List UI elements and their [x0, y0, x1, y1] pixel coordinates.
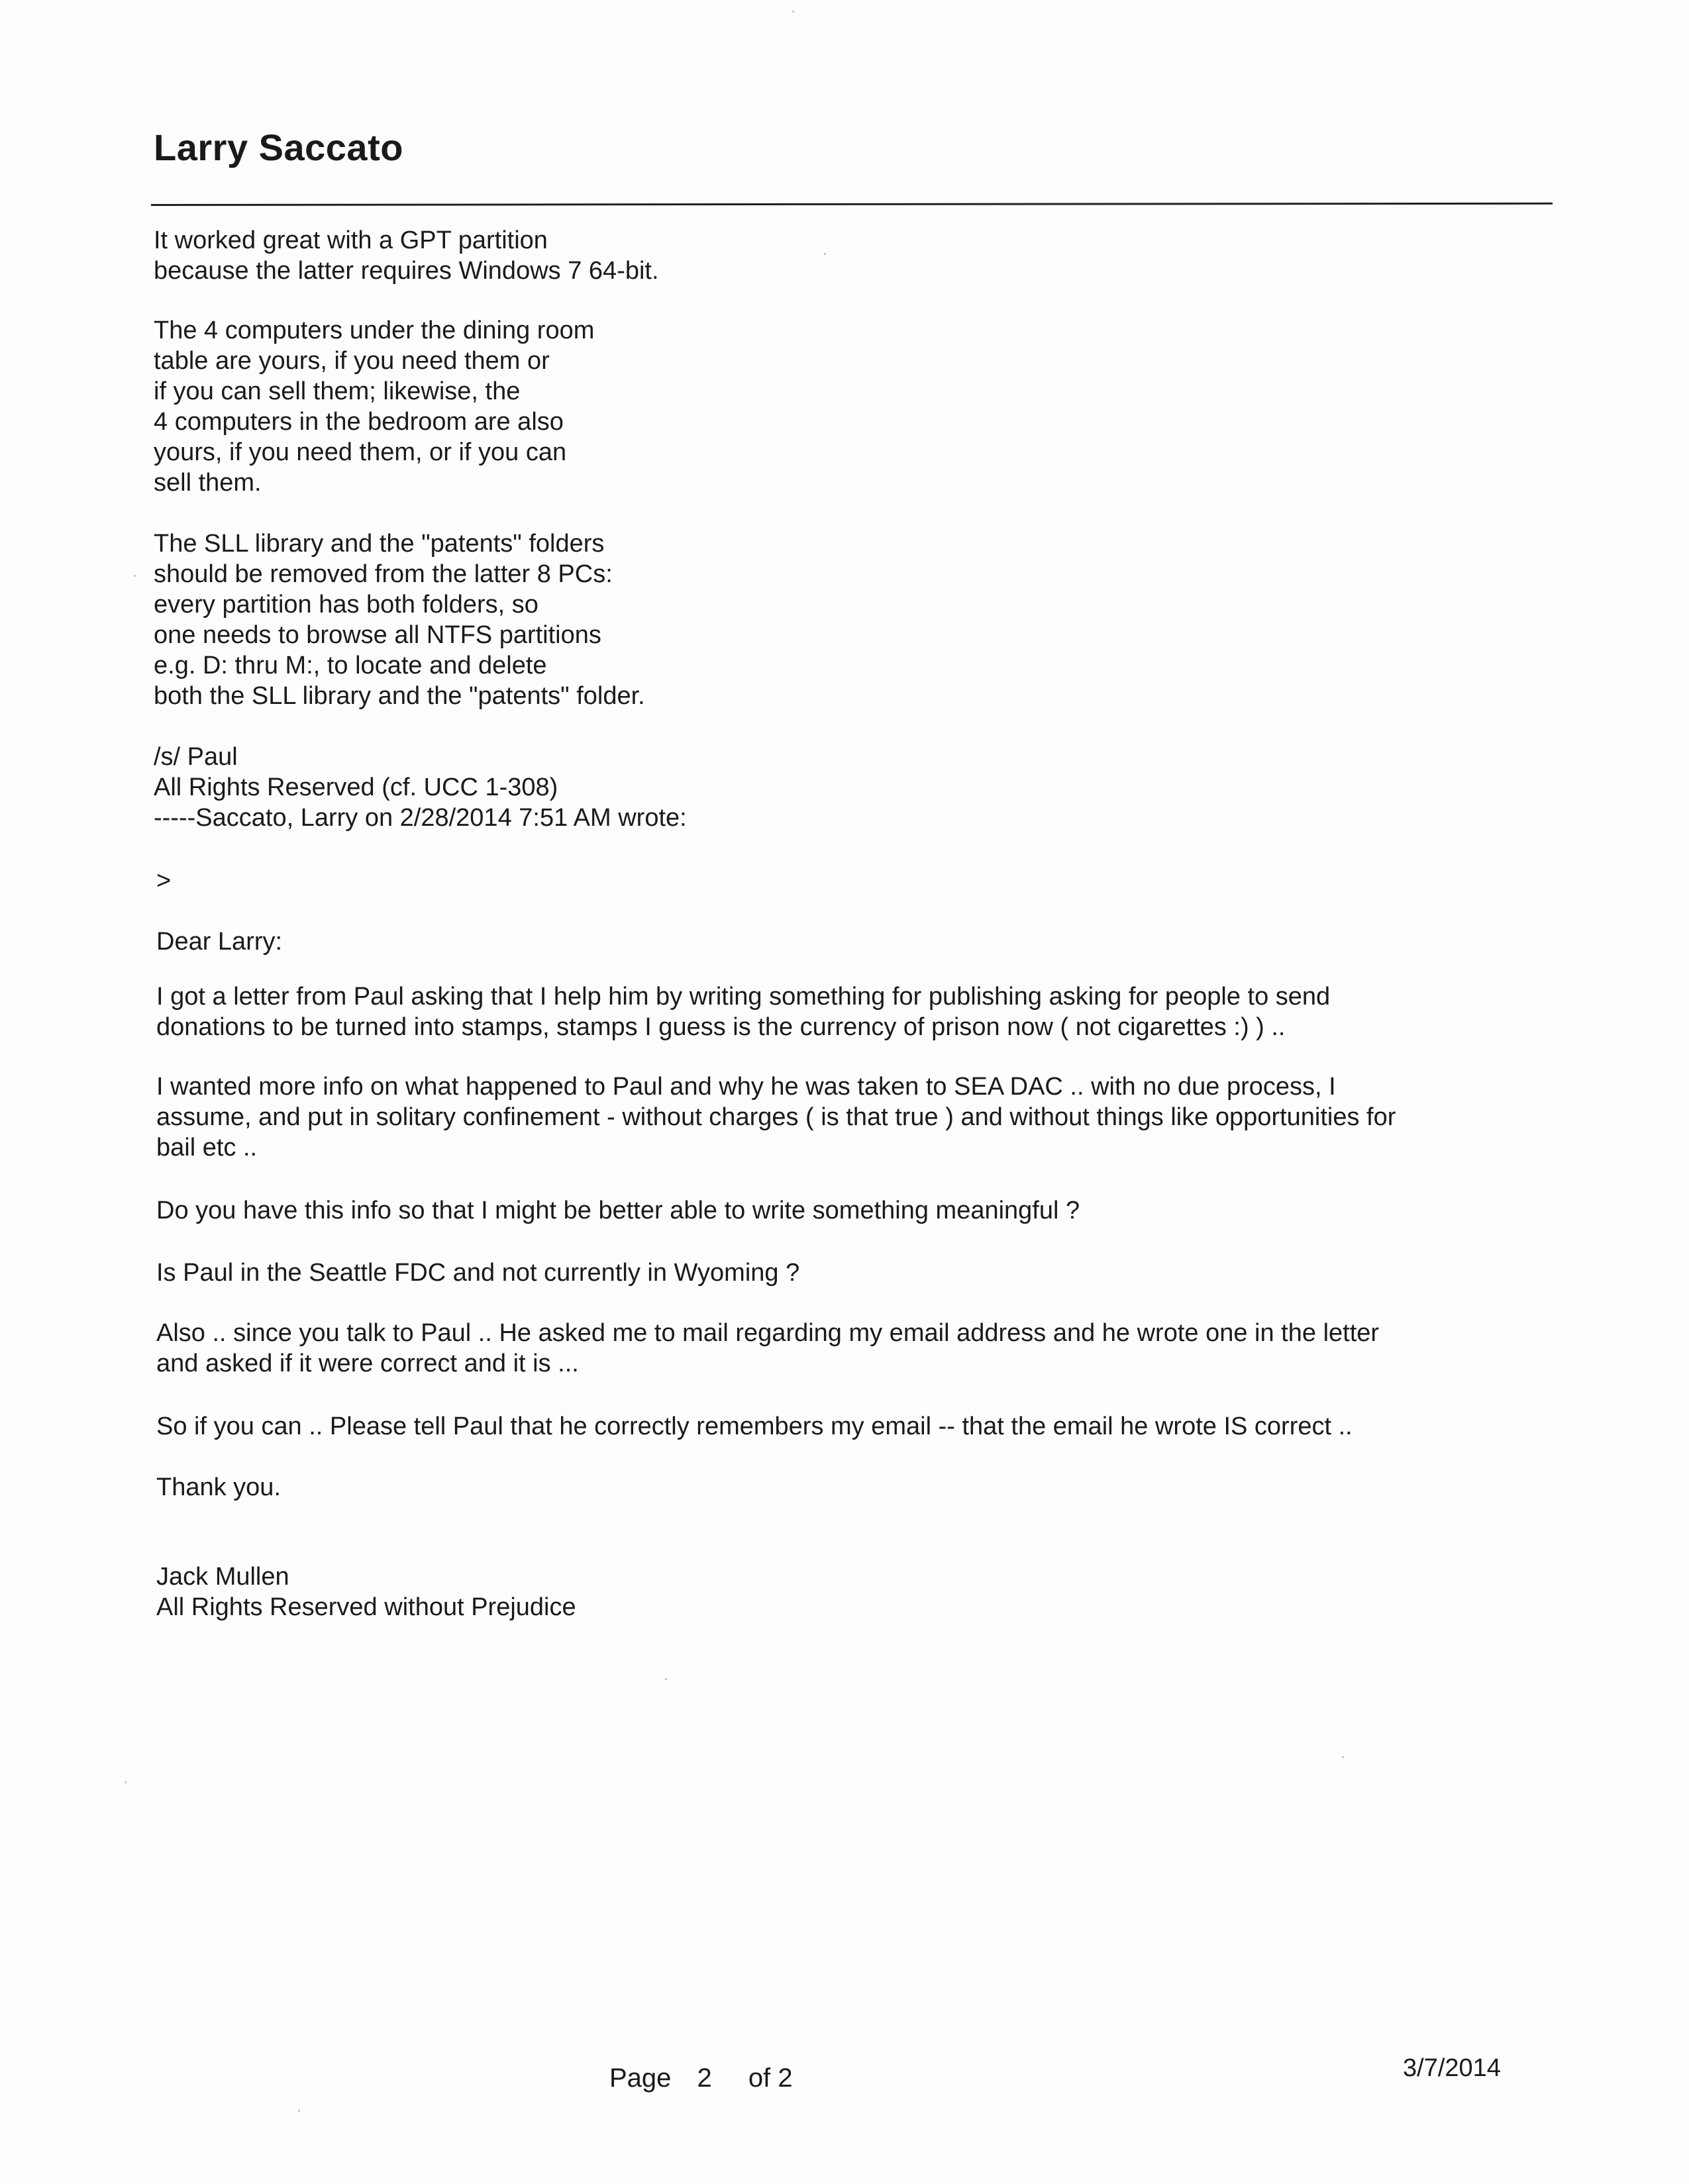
page-indicator — [609, 2063, 793, 2093]
text-line: bail etc .. — [156, 1134, 258, 1162]
text-line: I got a letter from Paul asking that I help him by writing something for publishing asking for people to send — [156, 983, 1331, 1011]
text-line: sell them. — [154, 469, 262, 497]
scan-speck — [824, 253, 826, 255]
text-line: The 4 computers under the dining room — [154, 317, 595, 344]
text-line: table are yours, if you need them or — [154, 347, 550, 375]
text-line: All Rights Reserved (cf. UCC 1-308) — [154, 773, 558, 801]
quoted-greeting: Dear Larry: — [156, 928, 283, 956]
text-line: assume, and put in solitary confinement - without charges ( is that true ) and without things like opportunities for — [156, 1103, 1396, 1131]
text-line: -----Saccato, Larry on 2/28/2014 7:51 AM wrote: — [154, 804, 687, 832]
scan-speck — [125, 1781, 127, 1783]
quoted-para-2 — [156, 1071, 1396, 1163]
page-header-name: Larry Saccato — [154, 126, 403, 168]
scan-speck — [134, 575, 136, 577]
page-total: of 2 — [748, 2063, 793, 2093]
quoted-para-6: So if you can .. Please tell Paul that he correctly remembers my email -- that the email he wrote IS correct .. — [156, 1413, 1353, 1440]
text-line: both the SLL library and the "patents" folder. — [154, 682, 645, 710]
text-line: should be removed from the latter 8 PCs: — [154, 560, 613, 588]
text-line: yours, if you need them, or if you can — [154, 438, 567, 466]
text-line: one needs to browse all NTFS partitions — [154, 621, 601, 649]
text-line: Also .. since you talk to Paul .. He asked me to mail regarding my email address and he wrote one in the letter — [156, 1319, 1380, 1347]
text-line: donations to be turned into stamps, stamps I guess is the currency of prison now ( not cigarettes :) ) .. — [156, 1013, 1286, 1041]
scan-speck — [792, 11, 794, 13]
quoted-para-4: Is Paul in the Seattle FDC and not currently in Wyoming ? — [156, 1259, 800, 1287]
message-para-1 — [154, 225, 659, 286]
scan-speck — [665, 1678, 667, 1680]
quoted-para-3: Do you have this info so that I might be better able to write something meaningful ? — [156, 1197, 1080, 1224]
scan-speck — [1342, 1756, 1344, 1758]
text-line: every partition has both folders, so — [154, 591, 538, 619]
message-signature — [154, 742, 687, 833]
text-line: /s/ Paul — [154, 743, 238, 771]
text-line: All Rights Reserved without Prejudice — [156, 1593, 576, 1621]
header-divider — [151, 203, 1553, 206]
text-line: because the latter requires Windows 7 64-bit. — [154, 257, 659, 285]
text-line: I wanted more info on what happened to Paul and why he was taken to SEA DAC .. with no due process, I — [156, 1073, 1336, 1101]
quoted-para-1 — [156, 981, 1330, 1042]
text-line: if you can sell them; likewise, the — [154, 377, 521, 405]
message-para-3 — [154, 528, 645, 711]
quoted-para-5 — [156, 1318, 1379, 1379]
text-line: It worked great with a GPT partition — [154, 226, 548, 254]
scan-speck — [298, 2110, 300, 2112]
message-para-2 — [154, 315, 594, 498]
quoted-closing — [156, 1562, 576, 1622]
text-line: e.g. D: thru M:, to locate and delete — [154, 652, 547, 679]
text-line: and asked if it were correct and it is ... — [156, 1350, 579, 1377]
text-line: Jack Mullen — [156, 1563, 289, 1591]
page-number: 2 — [697, 2063, 712, 2093]
page-label: Page — [609, 2063, 672, 2093]
print-date: 3/7/2014 — [1403, 2054, 1501, 2082]
text-line: 4 computers in the bedroom are also — [154, 408, 564, 436]
text-line: The SLL library and the "patents" folders — [154, 530, 605, 558]
quote-marker: > — [156, 867, 172, 895]
quoted-para-7: Thank you. — [156, 1473, 281, 1501]
